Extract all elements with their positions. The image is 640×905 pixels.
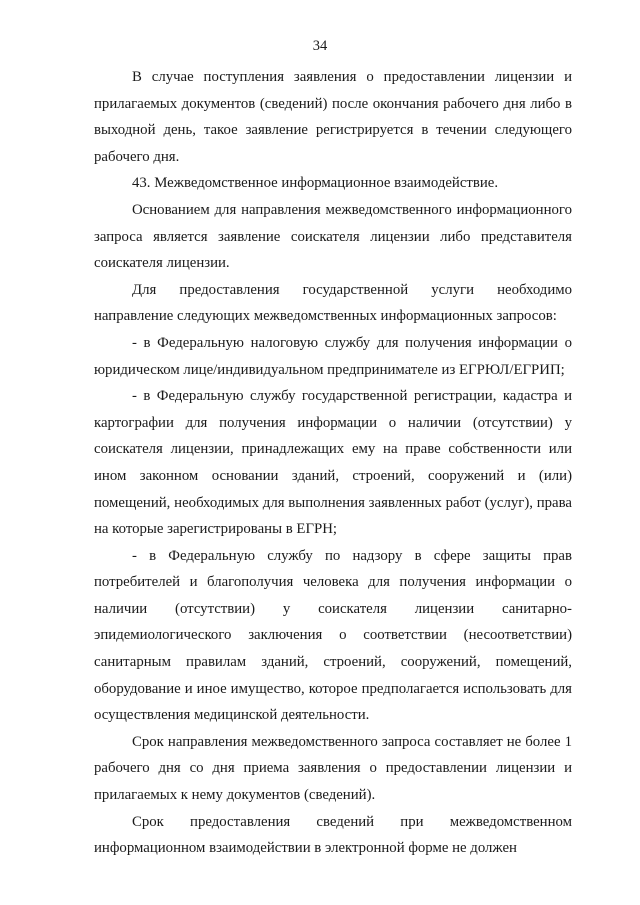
- paragraph-request-deadline: Срок направления межведомственного запроса составляет не более 1 рабочего дня со дня приема заявления о предоставлении лицензии и прилагаемых к нему документов (сведений).: [94, 733, 572, 804]
- paragraph-registration: В случае поступления заявления о предоставлении лицензии и прилагаемых документов (сведений) после окончания рабочего дня либо в выходной день, такое заявление регистрируется в течении следующего рабочего дня.: [94, 69, 572, 165]
- list-item-tax-service: - в Федеральную налоговую службу для получения информации о юридическом лице/индивидуальном предпринимателе из ЕГРЮЛ/ЕГРИП;: [94, 334, 572, 378]
- list-item-rospotrebnadzor: - в Федеральную службу по надзору в сфере защиты прав потребителей и благополучия человека для получения информации о наличии (отсутствии) у соискателя лицензии санитарно-эпидемиологического заключения о соответствии (несоответствии) санитарным правилам зданий, строений, сооружений, помещений, оборудование и иное имущество, которое предполагается использовать для осуществления медицинской деятельности.: [94, 547, 572, 724]
- paragraph-requests-intro: Для предоставления государственной услуги необходимо направление следующих межведомственных информационных запросов:: [94, 281, 572, 325]
- paragraph-section-43-heading: 43. Межведомственное информационное взаимодействие.: [132, 175, 499, 192]
- list-item-rosreestr: - в Федеральную службу государственной регистрации, кадастра и картографии для получения информации о наличии (отсутствии) у соискателя лицензии, принадлежащих ему на праве собственности или ином законном основании зданий, строений, сооружений и (или) помещений, необходимых для выполнения заявленных работ (услуг), права на которые зарегистрированы в ЕГРН;: [94, 388, 572, 538]
- page-number: 34: [312, 38, 328, 54]
- document-body: [94, 64, 572, 862]
- paragraph-response-deadline: Срок предоставления сведений при межведомственном информационном взаимодействии в электронной форме не должен: [94, 813, 572, 857]
- paragraph-basis: Основанием для направления межведомственного информационного запроса является заявление соискателя лицензии либо представителя соискателя лицензии.: [94, 201, 572, 272]
